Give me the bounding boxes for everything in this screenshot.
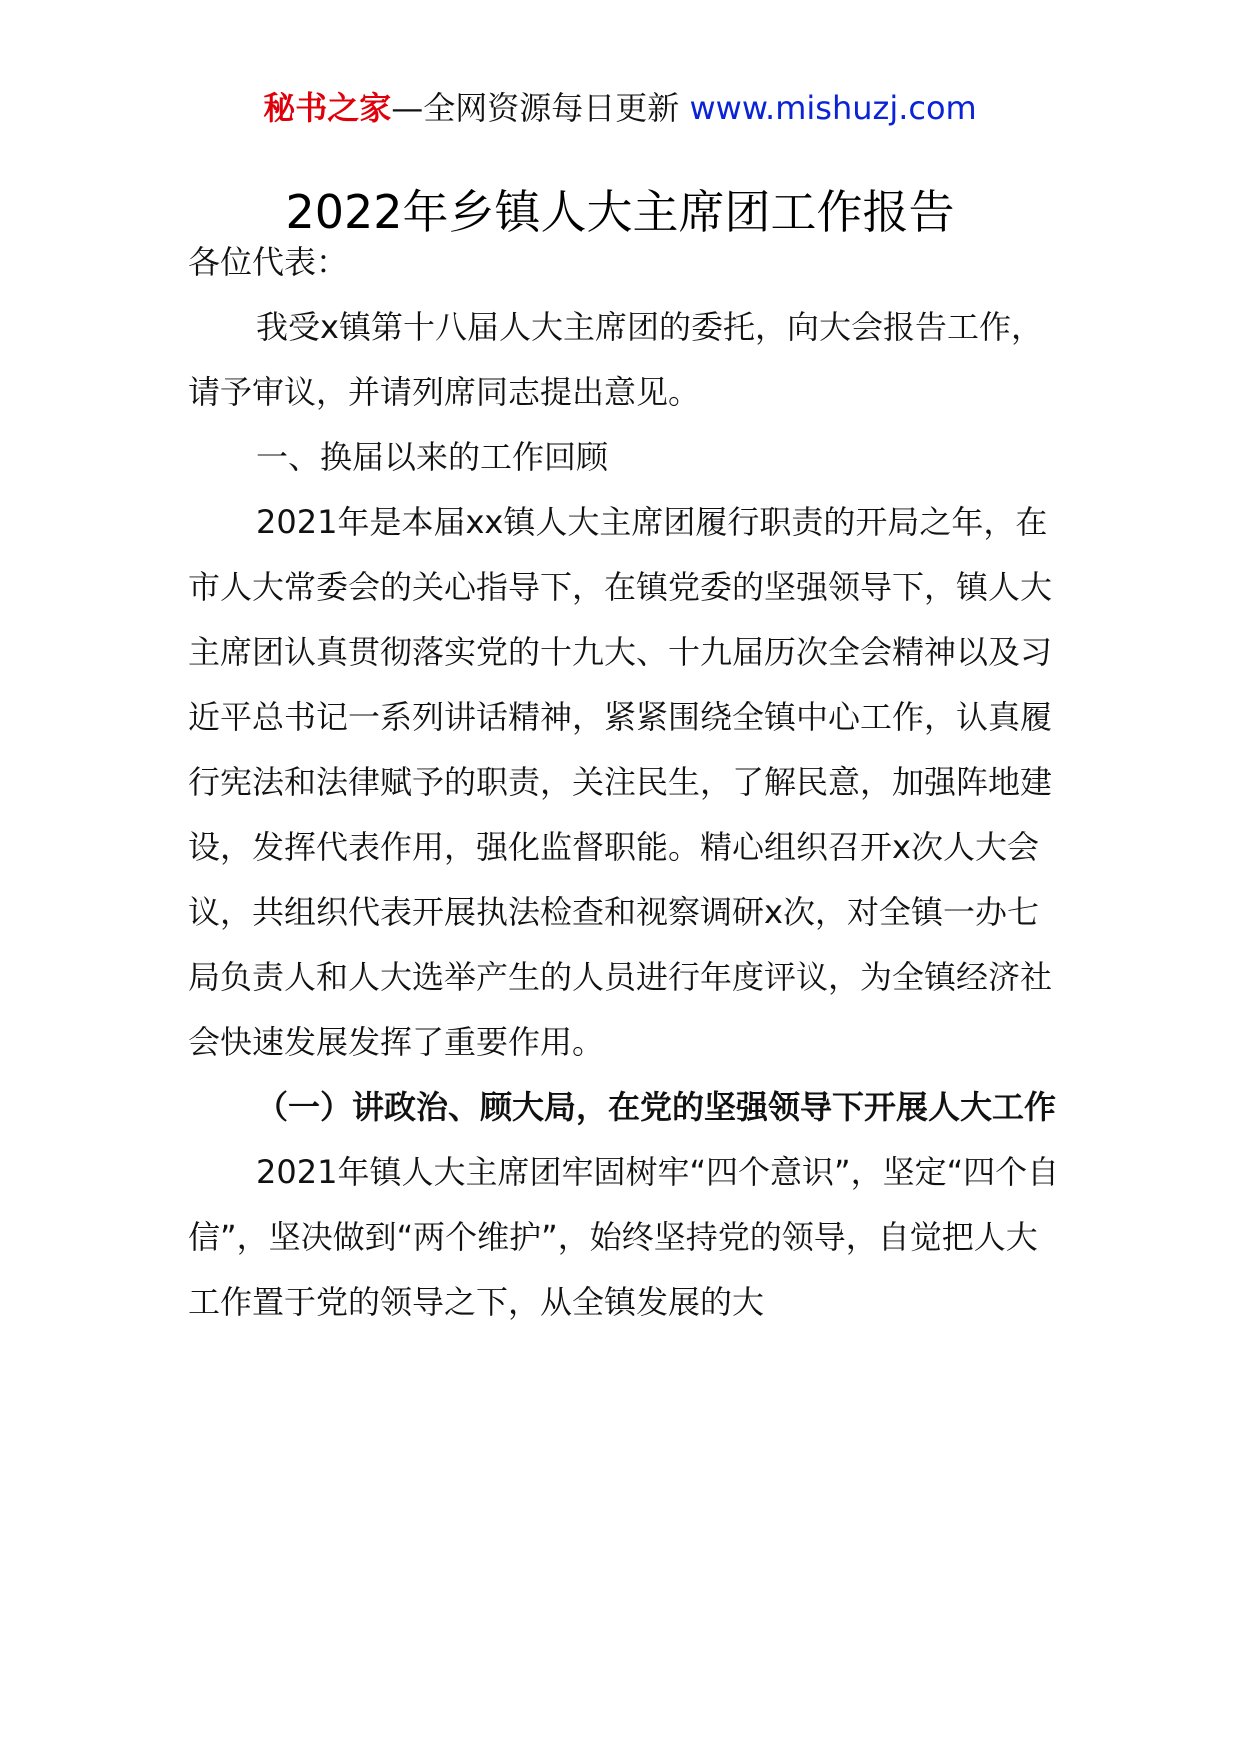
section-heading: 一、换届以来的工作回顾 bbox=[256, 438, 609, 476]
document-body bbox=[188, 230, 1068, 1335]
body-paragraph: 2021年是本届xx镇人大主席团履行职责的开局之年，在市人大常委会的关心指导下，在镇党委的坚强领导下，镇人大主席团认真贯彻落实党的十九大、十九届历次全会精神以及习近平总书记一系列讲话精神，紧紧围绕全镇中心工作，认真履行宪法和法律赋予的职责，关注民生，了解民意，加强阵地建设，发挥代表作用，强化监督职能。精心组织召开x次人大会议，共组织代表开展执法检查和视察调研x次，对全镇一办七局负责人和人大选举产生的人员进行年度评议，为全镇经济社会快速发展发挥了重要作用。 bbox=[188, 503, 1053, 1061]
brand-name: 秘书之家 bbox=[263, 89, 392, 127]
subsection-heading: （一）讲政治、顾大局，在党的坚强领导下开展人大工作 bbox=[256, 1088, 1057, 1126]
document-title: 2022年乡镇人大主席团工作报告 bbox=[285, 185, 955, 239]
salutation: 各位代表： bbox=[188, 243, 349, 281]
intro-paragraph: 我受x镇第十八届人大主席团的委托，向大会报告工作，请予审议，并请列席同志提出意见。 bbox=[188, 308, 1043, 411]
body-paragraph: 2021年镇人大主席团牢固树牢“四个意识”，坚定“四个自信”，坚决做到“两个维护”，始终坚持党的领导，自觉把人大工作置于党的领导之下，从全镇发展的大 bbox=[188, 1153, 1060, 1321]
site-banner bbox=[0, 84, 1240, 132]
banner-tagline: —全网资源每日更新 bbox=[391, 89, 680, 127]
site-url-link[interactable]: www.mishuzj.com bbox=[689, 89, 977, 127]
